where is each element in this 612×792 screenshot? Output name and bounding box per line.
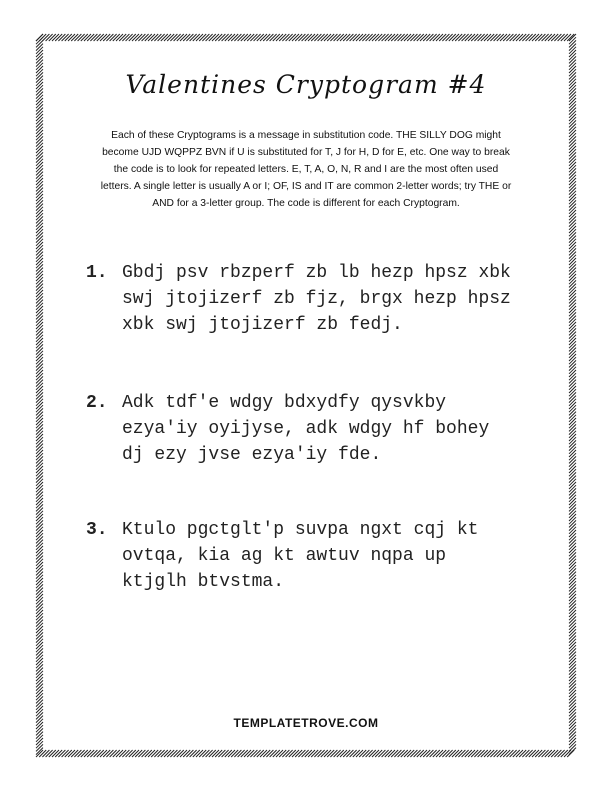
cryptogram-line: Ktulo pgctglt'p suvpa ngxt cqj kt xyxy=(122,520,479,540)
cryptogram-line: Adk tdf'e wdgy bdxydfy qysvkby xyxy=(122,393,447,413)
instructions-line: Each of these Cryptograms is a message in substitution code. THE SILLY DOG might xyxy=(111,130,501,141)
instructions-line: AND for a 3-letter group. The code is different for each Cryptogram. xyxy=(152,198,460,209)
border-bottom xyxy=(36,750,574,757)
cryptogram-line: ezya'iy oyijyse, adk wdgy hf bohey xyxy=(122,419,490,439)
instructions xyxy=(78,127,534,212)
instructions-line: letters. A single letter is usually A or I; OF, IS and IT are common 2-letter words; try THE or xyxy=(100,181,512,192)
cryptogram-number: 1. xyxy=(86,263,108,283)
cryptogram-line: swj jtojizerf zb fjz, brgx hezp hpsz xyxy=(122,289,511,309)
cryptogram-line: ovtqa, kia ag kt awtuv nqpa up xyxy=(122,546,447,566)
cryptogram-number: 2. xyxy=(86,393,108,413)
border-top xyxy=(36,34,574,41)
border-left xyxy=(36,34,43,755)
cryptogram-2 xyxy=(86,390,556,468)
cryptogram-number: 3. xyxy=(86,520,108,540)
site-footer-link[interactable]: TEMPLATETROVE.COM xyxy=(233,716,379,730)
page-title: Valentines Cryptogram #4 xyxy=(125,70,487,99)
cryptogram-line: Gbdj psv rbzperf zb lb hezp hpsz xbk xyxy=(122,263,511,283)
cryptogram-line: ktjglh btvstma. xyxy=(122,572,285,592)
instructions-line: become UJD WQPPZ BVN if U is substituted for T, J for H, D for E, etc. One way to break xyxy=(102,147,510,158)
cryptogram-1 xyxy=(86,260,556,338)
cryptogram-3 xyxy=(86,517,556,595)
cryptogram-line: xbk swj jtojizerf zb fedj. xyxy=(122,315,403,335)
instructions-line: the code is to look for repeated letters. E, T, A, O, N, R and I are the most often used xyxy=(113,164,499,175)
cryptogram-line: dj ezy jvse ezya'iy fde. xyxy=(122,445,382,465)
border-right xyxy=(569,34,576,755)
